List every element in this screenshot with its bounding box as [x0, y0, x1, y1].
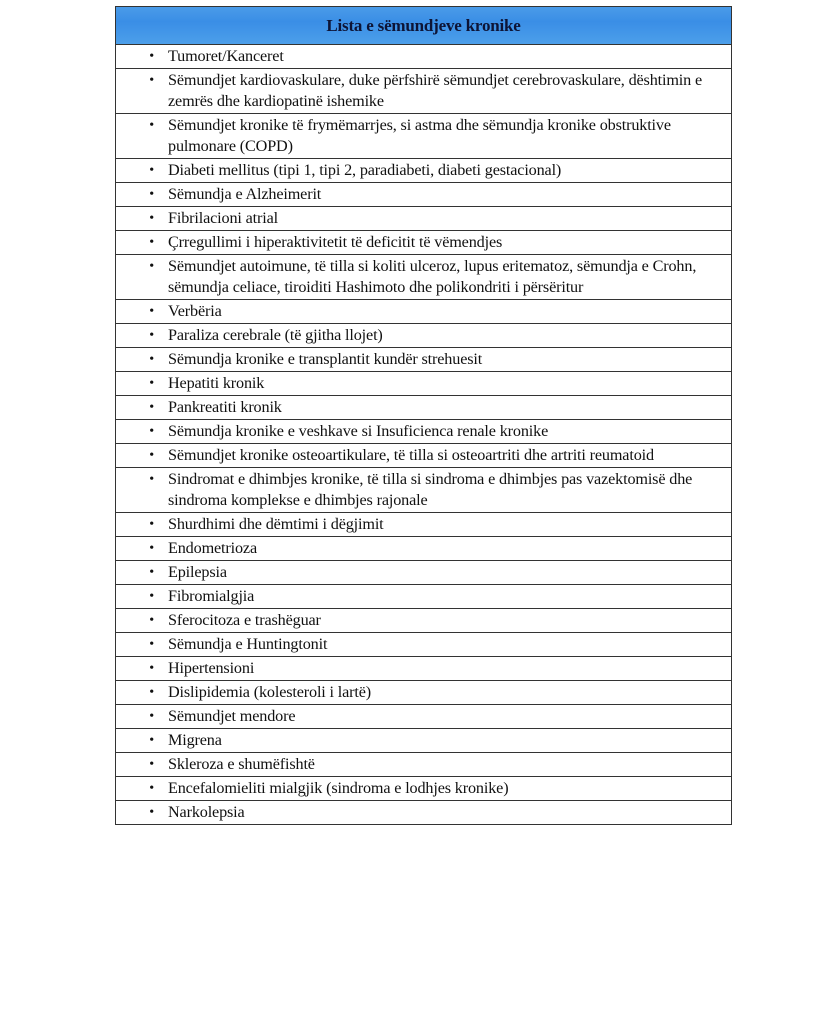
- bullet-icon: •: [149, 352, 154, 367]
- table-row: [116, 207, 731, 231]
- table-row: [116, 513, 731, 537]
- disease-name: Epilepsia: [168, 563, 227, 581]
- disease-name: Sëmundja kronike e transplantit kundër strehuesit: [168, 350, 483, 368]
- bullet-icon: •: [149, 376, 154, 391]
- bullet-icon: •: [149, 661, 154, 676]
- table-row: [116, 561, 731, 585]
- table-row: [116, 396, 731, 420]
- disease-name: Pankreatiti kronik: [168, 398, 282, 416]
- disease-name: Sëmundja kronike e veshkave si Insuficienca renale kronike: [168, 422, 549, 440]
- disease-name: Hipertensioni: [168, 659, 255, 677]
- bullet-icon: •: [149, 118, 154, 133]
- disease-name: Migrena: [168, 731, 222, 749]
- bullet-icon: •: [149, 709, 154, 724]
- table-row: [116, 372, 731, 396]
- table-row: [116, 420, 731, 444]
- disease-name: Fibromialgjia: [168, 587, 255, 605]
- disease-name: Skleroza e shumëfishtë: [168, 755, 315, 773]
- disease-name: Sëmundjet kardiovaskulare, duke përfshirë sëmundjet cerebrovaskulare, dështimin e zemrës dhe kardiopatinë ishemike: [168, 71, 702, 110]
- bullet-icon: •: [149, 448, 154, 463]
- table-row: [116, 348, 731, 372]
- disease-name: Endometrioza: [168, 539, 257, 557]
- table-row: [116, 753, 731, 777]
- disease-name: Sferocitoza e trashëguar: [168, 611, 321, 629]
- bullet-icon: •: [149, 187, 154, 202]
- bullet-icon: •: [149, 328, 154, 343]
- disease-name: Çrregullimi i hiperaktivitetit të deficitit të vëmendjes: [168, 233, 503, 251]
- bullet-icon: •: [149, 73, 154, 88]
- table-row: [116, 801, 731, 824]
- bullet-icon: •: [149, 517, 154, 532]
- bullet-icon: •: [149, 757, 154, 772]
- table-row: [116, 585, 731, 609]
- bullet-icon: •: [149, 781, 154, 796]
- disease-name: Sëmundjet autoimune, të tilla si koliti ulceroz, lupus eritematoz, sëmundja e Crohn, sëmundja celiace, tiroiditi Hashimoto dhe polikondriti i përsëritur: [168, 257, 697, 296]
- disease-name: Sindromat e dhimbjes kronike, të tilla si sindroma e dhimbjes pas vazektomisë dhe sindroma komplekse e dhimbjes rajonale: [168, 470, 693, 509]
- disease-name: Sëmundjet kronike të frymëmarrjes, si astma dhe sëmundja kronike obstruktive pulmonare (COPD): [168, 116, 671, 155]
- bullet-icon: •: [149, 400, 154, 415]
- bullet-icon: •: [149, 589, 154, 604]
- table-row: [116, 468, 731, 513]
- table-row: [116, 114, 731, 159]
- bullet-icon: •: [149, 565, 154, 580]
- disease-name: Sëmundja e Alzheimerit: [168, 185, 322, 203]
- bullet-icon: •: [149, 637, 154, 652]
- disease-name: Hepatiti kronik: [168, 374, 265, 392]
- disease-name: Dislipidemia (kolesteroli i lartë): [168, 683, 372, 701]
- bullet-icon: •: [149, 49, 154, 64]
- table-row: [116, 183, 731, 207]
- bullet-icon: •: [149, 211, 154, 226]
- chronic-diseases-table: [115, 6, 732, 825]
- table-row: [116, 537, 731, 561]
- disease-name: Shurdhimi dhe dëmtimi i dëgjimit: [168, 515, 384, 533]
- table-row: [116, 657, 731, 681]
- bullet-icon: •: [149, 235, 154, 250]
- bullet-icon: •: [149, 472, 154, 487]
- table-row: [116, 45, 731, 69]
- table-row: [116, 231, 731, 255]
- table-row: [116, 609, 731, 633]
- bullet-icon: •: [149, 163, 154, 178]
- bullet-icon: •: [149, 541, 154, 556]
- table-row: [116, 300, 731, 324]
- disease-name: Paraliza cerebrale (të gjitha llojet): [168, 326, 383, 344]
- disease-name: Encefalomieliti mialgjik (sindroma e lodhjes kronike): [168, 779, 509, 797]
- bullet-icon: •: [149, 304, 154, 319]
- table-title: Lista e sëmundjeve kronike: [116, 7, 731, 45]
- table-row: [116, 255, 731, 300]
- table-row: [116, 633, 731, 657]
- table-row: [116, 324, 731, 348]
- disease-name: Sëmundjet mendore: [168, 707, 296, 725]
- disease-name: Tumoret/Kanceret: [168, 47, 284, 65]
- bullet-icon: •: [149, 685, 154, 700]
- bullet-icon: •: [149, 805, 154, 820]
- disease-name: Fibrilacioni atrial: [168, 209, 278, 227]
- table-body: [116, 45, 731, 824]
- disease-name: Narkolepsia: [168, 803, 245, 821]
- disease-name: Sëmundja e Huntingtonit: [168, 635, 328, 653]
- table-row: [116, 444, 731, 468]
- bullet-icon: •: [149, 424, 154, 439]
- table-row: [116, 705, 731, 729]
- table-row: [116, 159, 731, 183]
- bullet-icon: •: [149, 613, 154, 628]
- table-row: [116, 729, 731, 753]
- bullet-icon: •: [149, 259, 154, 274]
- table-row: [116, 681, 731, 705]
- disease-name: Sëmundjet kronike osteoartikulare, të tilla si osteoartriti dhe artriti reumatoid: [168, 446, 654, 464]
- table-row: [116, 777, 731, 801]
- table-row: [116, 69, 731, 114]
- disease-name: Verbëria: [168, 302, 222, 320]
- bullet-icon: •: [149, 733, 154, 748]
- disease-name: Diabeti mellitus (tipi 1, tipi 2, paradiabeti, diabeti gestacional): [168, 161, 562, 179]
